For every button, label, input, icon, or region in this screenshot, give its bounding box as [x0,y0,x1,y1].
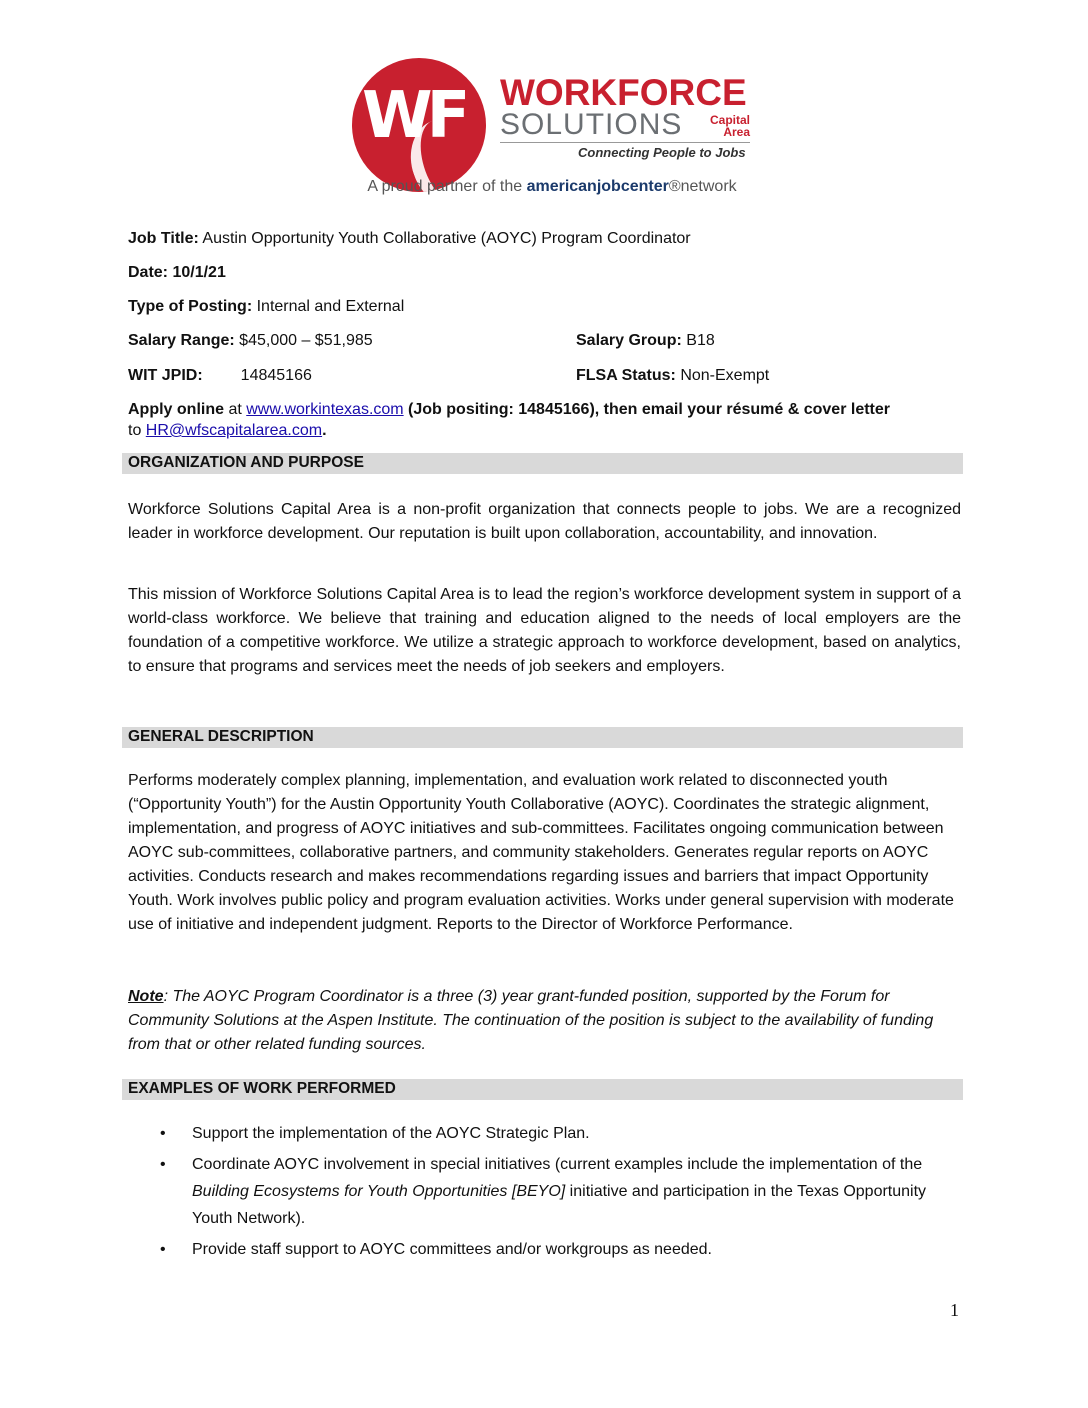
logo-region: Capital Area [709,113,750,139]
logo-divider [500,142,750,143]
apply-line: Apply online at www.workintexas.com (Job positing: 14845166), then email your résumé & cover letter [128,401,890,418]
section-heading-general-description: GENERAL DESCRIPTION [122,727,963,748]
list-item: • Provide staff support to AOYC committees and/or workgroups as needed. [160,1241,712,1258]
email-line: to HR@wfscapitalarea.com. [128,422,327,439]
organization-paragraph-2: This mission of Workforce Solutions Capital Area is to lead the region’s workforce development system in support of a world-class workforce. We believe that training and education aligned to the needs of local employers are the foundation of a competitive workforce. We utilize a strategic approach to workforce development, based on analytics, to ensure that programs and services meet the needs of job seekers and employers. [128,586,961,675]
page-number: 1 [950,1300,959,1320]
organization-paragraph-1: Workforce Solutions Capital Area is a non-profit organization that connects people to jobs. We are a recognized leader in workforce development. Our reputation is built upon collaboration, accountability, and innovation. [128,501,961,542]
work-list [128,1120,948,1267]
logo-workforce: WORKFORCE [500,72,747,113]
section-heading-organization: ORGANIZATION AND PURPOSE [122,453,963,474]
workintexas-link[interactable]: www.workintexas.com [246,401,404,418]
date-line: Date: 10/1/21 [128,264,226,281]
wfs-logo [352,58,752,208]
partner-line: A proud partner of the americanjobcenter®network [367,178,737,195]
job-title-line: Job Title: Austin Opportunity Youth Collaborative (AOYC) Program Coordinator [128,230,691,247]
logo-tagline: Connecting People to Jobs [578,145,746,160]
salary-group-line: Salary Group: B18 [576,332,715,349]
logo-solutions: SOLUTIONS [500,108,683,141]
hr-email-link[interactable]: HR@wfscapitalarea.com [145,422,323,439]
list-item: • Support the implementation of the AOYC Strategic Plan. [160,1125,590,1142]
posting-line: Type of Posting: Internal and External [128,298,405,315]
wit-jpid-line: WIT JPID: 14845166 [128,367,312,384]
salary-range-line: Salary Range: $45,000 – $51,985 [128,332,373,349]
note-paragraph: Note: The AOYC Program Coordinator is a three (3) year grant-funded position, supported by the Forum for Community Solutions at the Aspen Institute. The continuation of the position is subject to the availability of funding from that or other related funding sources. [128,988,934,1053]
flsa-line: FLSA Status: Non-Exempt [576,367,770,384]
general-description-paragraph: Performs moderately complex planning, implementation, and evaluation work related to disconnected youth (“Opportunity Youth”) for the Austin Opportunity Youth Collaborative (AOYC). Coordinates the strategic alignment, implementation, and progress of AOYC initiatives and sub-committees. Facilitates ongoing communication between AOYC sub-committees, collaborative partners, and community stakeholders. Generates regular reports on AOYC activities. Conducts research and makes recommendations regarding issues and barriers that impact Opportunity Youth. Work involves public policy and program evaluation activities. Works under general supervision with moderate use of initiative and independent judgment. Reports to the Director of Workforce Performance. [128,772,954,933]
wf-emblem-icon [352,58,486,192]
list-item: • Coordinate AOYC involvement in special initiatives (current examples include the implementation of the Building Ecosystems for Youth Opportunities [BEYO] initiative and participation in the Texas Opportunity Youth Network). [160,1156,927,1227]
section-heading-examples: EXAMPLES OF WORK PERFORMED [122,1079,963,1100]
wf-emblem-letters: WF [362,79,465,153]
